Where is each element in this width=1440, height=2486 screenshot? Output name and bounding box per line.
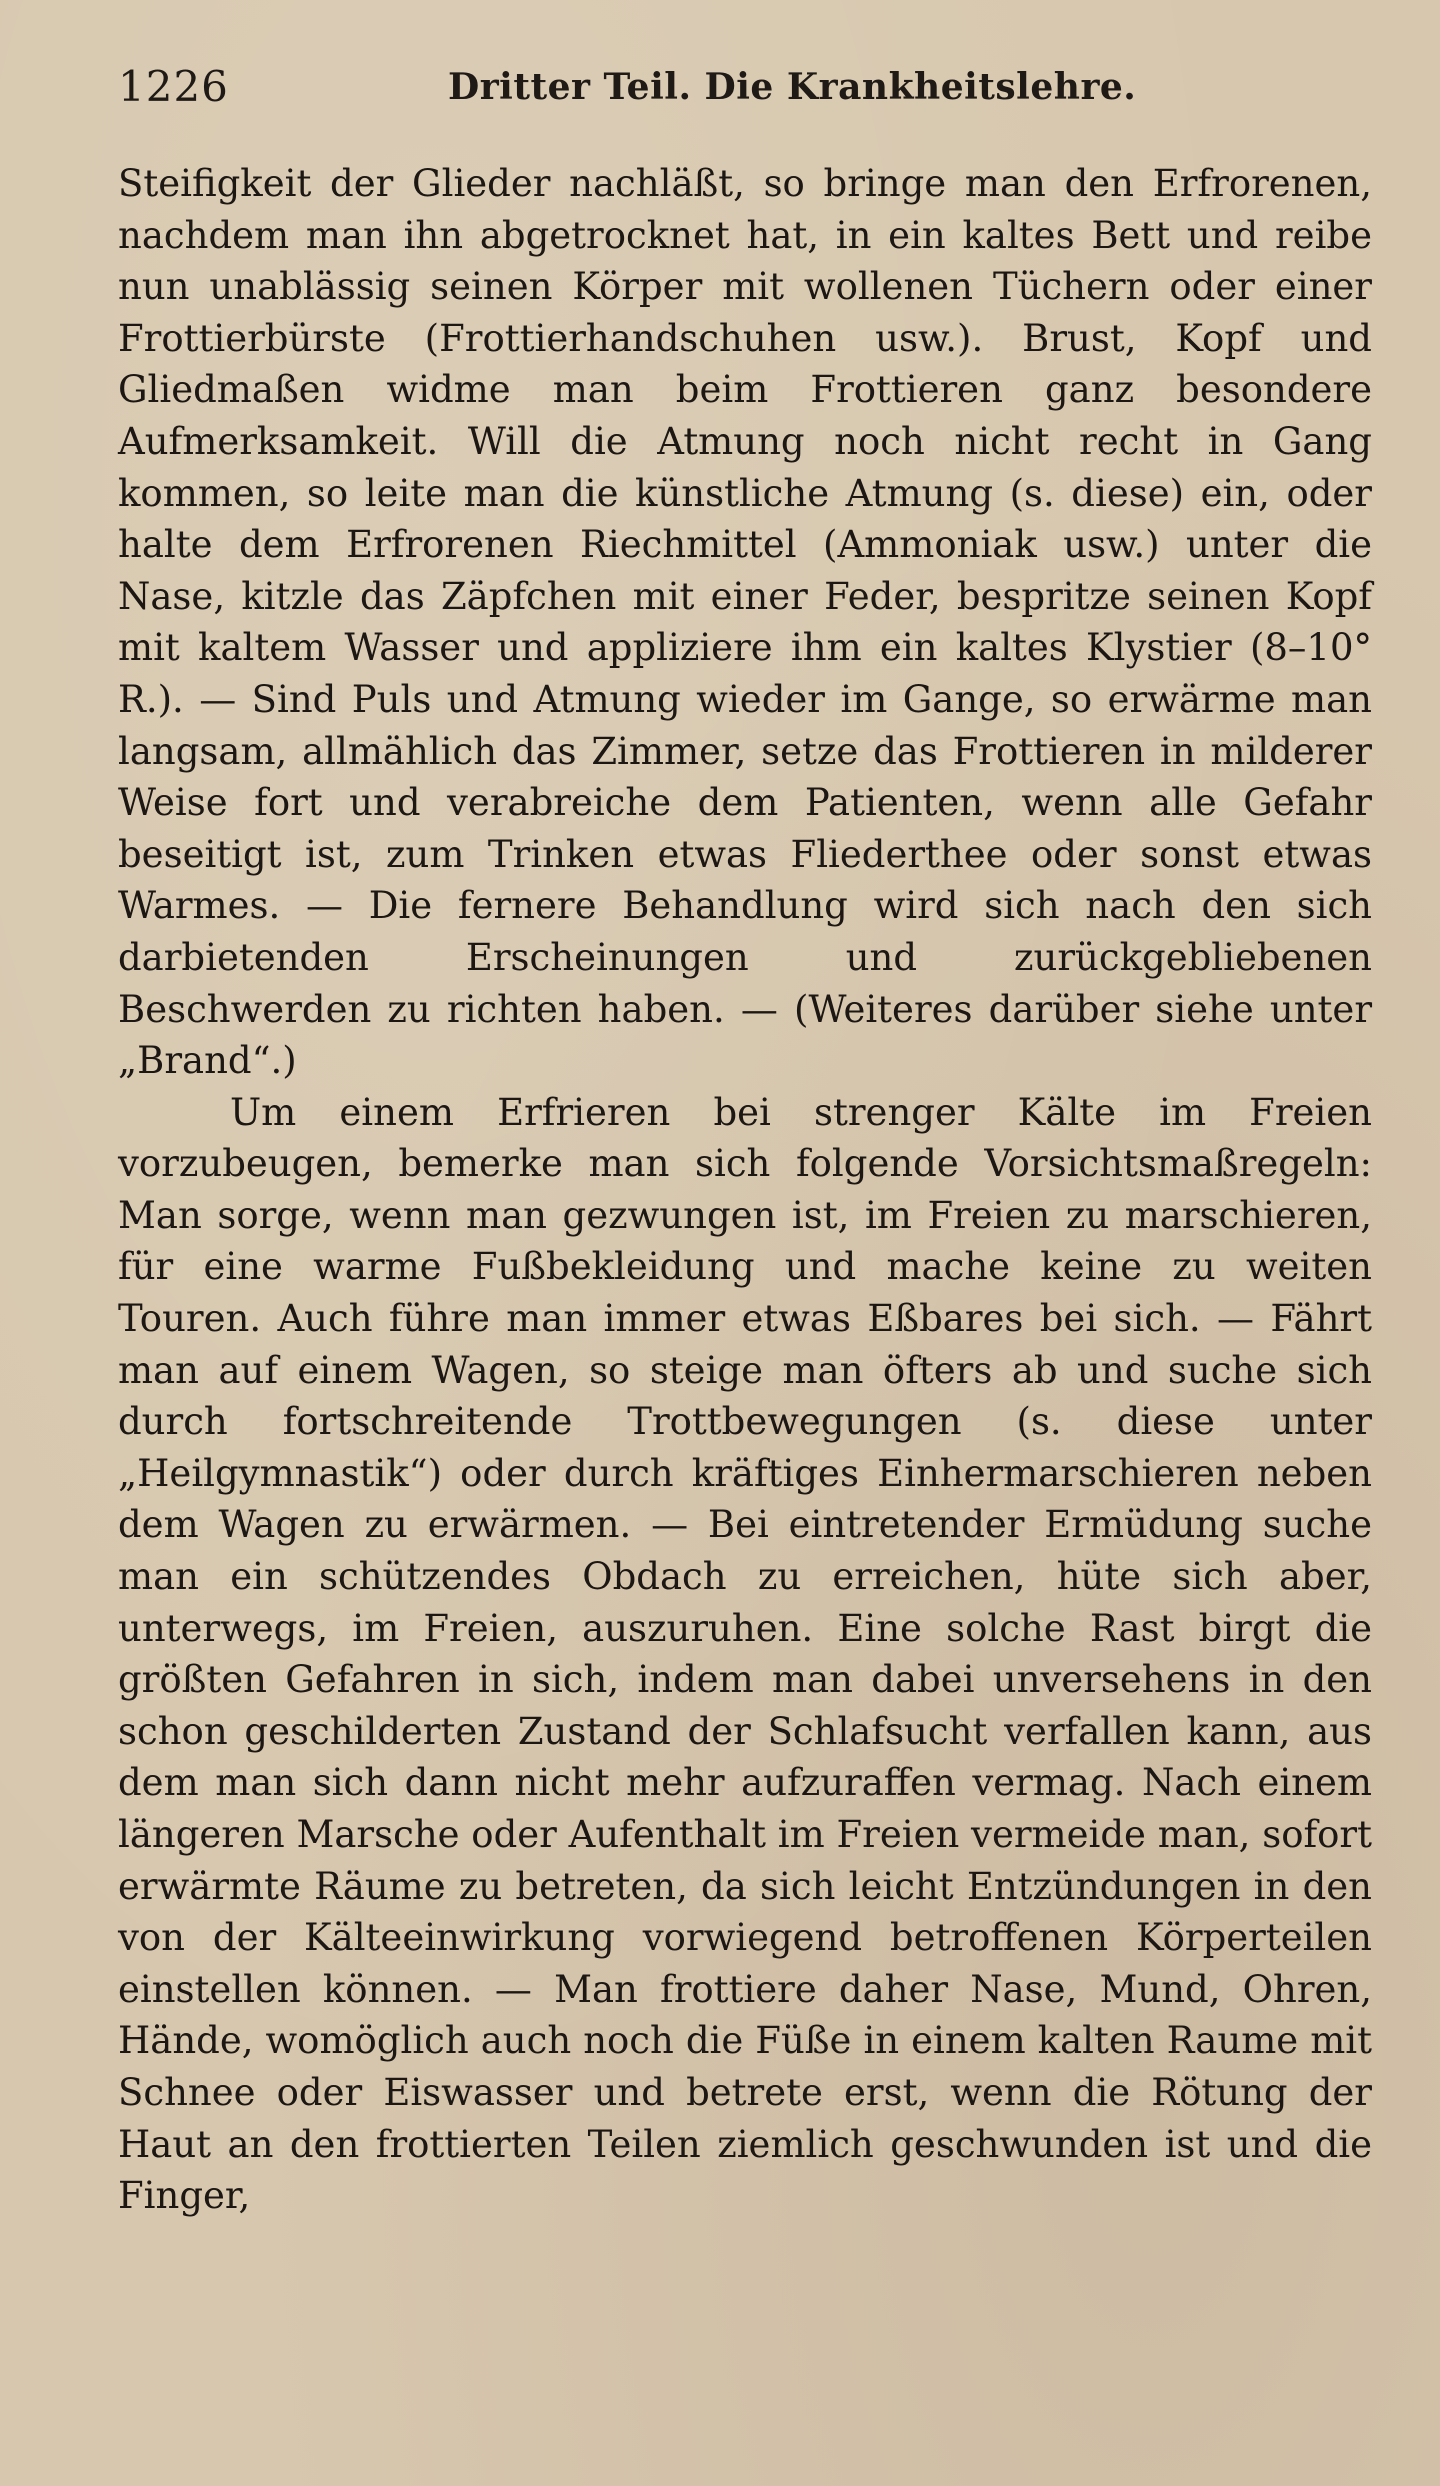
page-number: 1226 bbox=[118, 62, 229, 111]
page-header bbox=[118, 62, 1372, 122]
paragraph: Um einem Erfrieren bei strenger Kälte im Freien vorzubeugen, bemerke man sich folgende Vorsichtsmaßregeln: Man sorge, wenn man gezwungen ist, im Freien zu marschieren, für eine warme Fußbekleidung und mache keine zu weiten Touren. Auch führe man immer etwas Eßbares bei sich. — Fährt man auf einem Wagen, so steige man öfters ab und suche sich durch fortschreitende Trottbewegungen (s. diese unter „Heilgymnastik“) oder durch kräftiges Einhermarschieren neben dem Wagen zu erwärmen. — Bei eintretender Ermüdung suche man ein schützendes Obdach zu erreichen, hüte sich aber, unterwegs, im Freien, auszuruhen. Eine solche Rast birgt die größten Gefahren in sich, indem man dabei unversehens in den schon geschilderten Zustand der Schlafsucht verfallen kann, aus dem man sich dann nicht mehr aufzuraffen vermag. Nach einem längeren Marsche oder Aufenthalt im Freien vermeide man, sofort erwärmte Räume zu betreten, da sich leicht Entzündungen in den von der Kälteeinwirkung vorwiegend betroffenen Körperteilen einstellen können. — Man frottiere daher Nase, Mund, Ohren, Hände, womöglich auch noch die Füße in einem kalten Raume mit Schnee oder Eiswasser und betrete erst, wenn die Rötung der Haut an den frottierten Teilen ziemlich geschwunden ist und die Finger, bbox=[118, 1090, 1372, 2218]
body-text bbox=[118, 158, 1372, 2222]
paragraph: Steifigkeit der Glieder nachläßt, so bringe man den Erfrorenen, nachdem man ihn abgetrocknet hat, in ein kaltes Bett und reibe nun unablässig seinen Körper mit wollenen Tüchern oder einer Frottierbürste (Frottierhandschuhen usw.). Brust, Kopf und Gliedmaßen widme man beim Frottieren ganz besondere Aufmerksamkeit. Will die Atmung noch nicht recht in Gang kommen, so leite man die künstliche Atmung (s. diese) ein, oder halte dem Erfrorenen Riechmittel (Ammoniak usw.) unter die Nase, kitzle das Zäpfchen mit einer Feder, bespritze seinen Kopf mit kaltem Wasser und appliziere ihm ein kaltes Klystier (8–10° R.). — Sind Puls und Atmung wieder im Gange, so erwärme man langsam, allmählich das Zimmer, setze das Frottieren in milderer Weise fort und verabreiche dem Patienten, wenn alle Gefahr beseitigt ist, zum Trinken etwas Fliederthee oder sonst etwas Warmes. — Die fernere Behandlung wird sich nach den sich darbietenden Erscheinungen und zurückgebliebenen Beschwerden zu richten haben. — (Weiteres darüber siehe unter „Brand“.) bbox=[118, 162, 1372, 1083]
running-head: Dritter Teil. Die Krankheitslehre. bbox=[448, 66, 1137, 108]
